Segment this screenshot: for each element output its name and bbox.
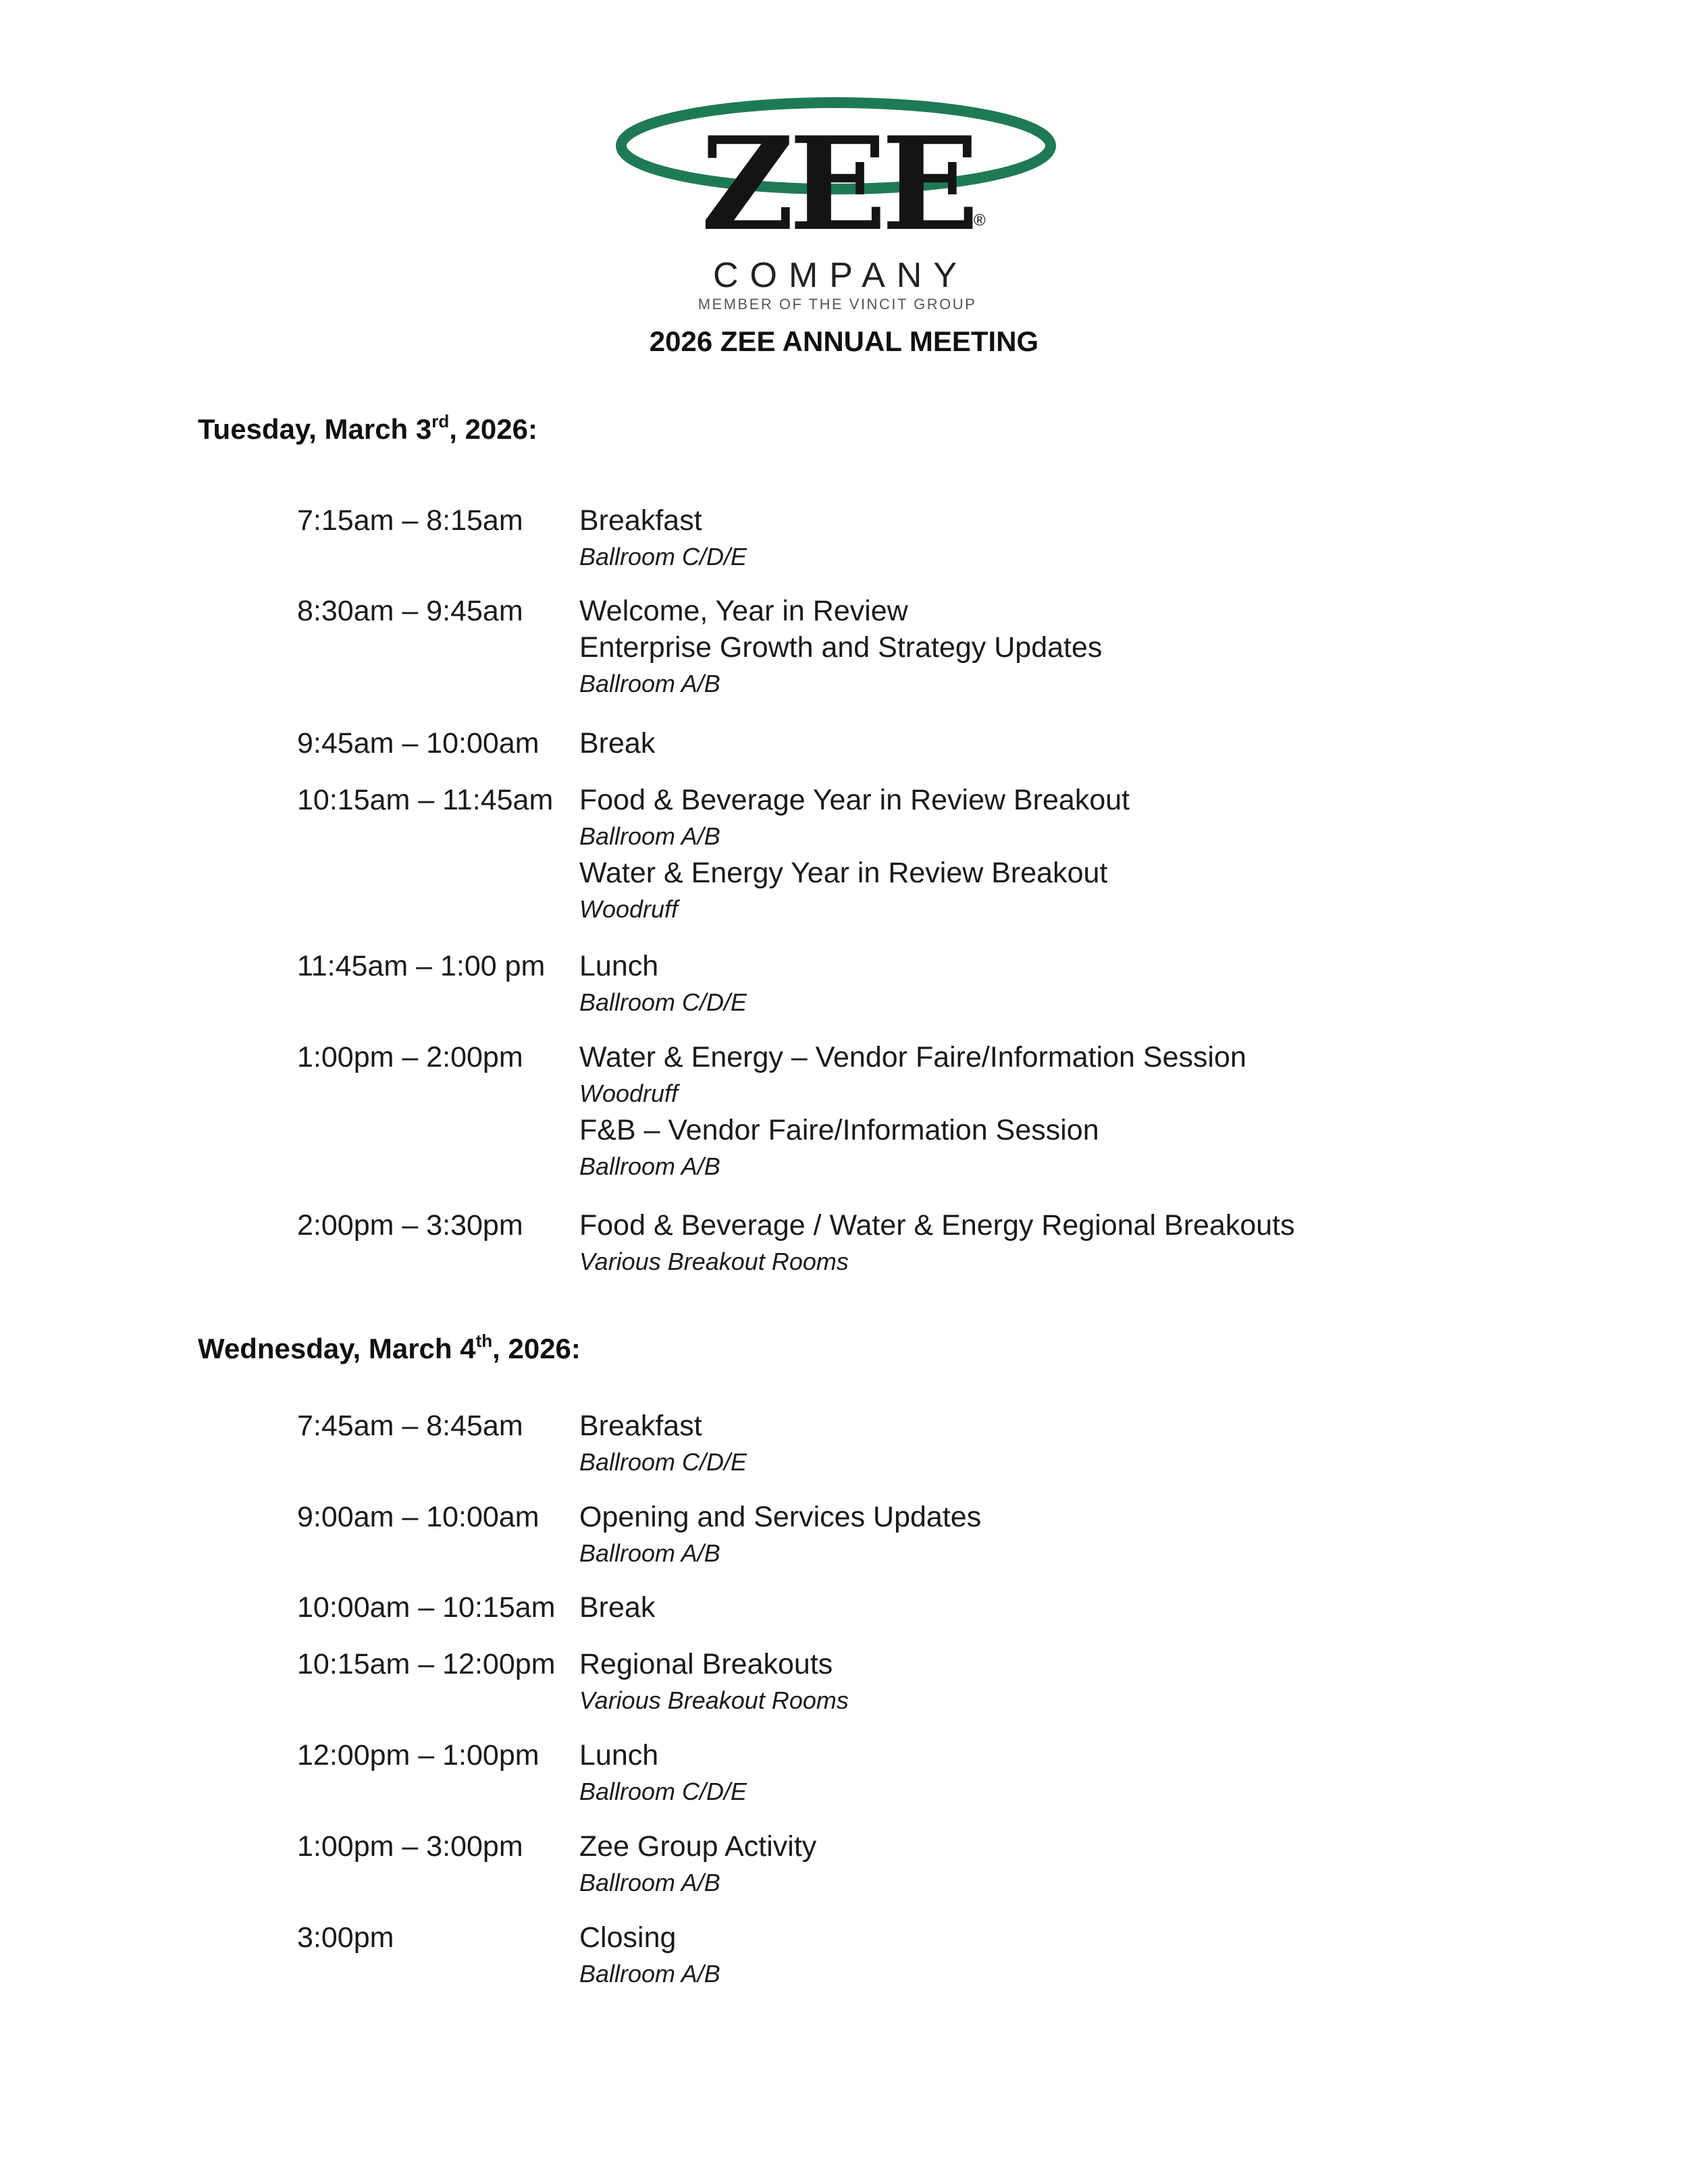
entry-details <box>579 502 747 575</box>
entry-location: Ballroom A/B <box>579 1960 720 1988</box>
entry-time: 1:00pm – 3:00pm <box>297 1830 523 1863</box>
entry-location: Woodruff <box>579 1080 679 1107</box>
entry-time: 9:00am – 10:00am <box>297 1501 539 1533</box>
entry-time: 12:00pm – 1:00pm <box>297 1739 539 1772</box>
day-heading <box>198 405 537 447</box>
entry-location: Ballroom A/B <box>579 1869 720 1896</box>
entry-time: 10:15am – 12:00pm <box>297 1648 556 1680</box>
entry-location: Ballroom A/B <box>579 822 720 850</box>
entry-event: Lunch <box>579 950 659 982</box>
entry-details <box>579 1039 1246 1185</box>
entry-event: Water & Energy – Vendor Faire/Information Session <box>579 1041 1246 1073</box>
entry-event: Welcome, Year in Review <box>579 595 908 627</box>
entry-event: Enterprise Growth and Strategy Updates <box>579 631 1103 664</box>
entry-event: Closing <box>579 1921 677 1954</box>
entry-location: Woodruff <box>579 895 679 923</box>
logo-registered-mark: ® <box>974 211 986 230</box>
entry-location: Ballroom C/D/E <box>579 543 747 570</box>
entry-details <box>579 1499 981 1572</box>
day-heading-suffix: th <box>475 1331 493 1351</box>
entry-details <box>579 1207 1295 1280</box>
entry-event: Breakfast <box>579 504 702 537</box>
entry-time: 1:00pm – 2:00pm <box>297 1041 523 1073</box>
entry-event: Break <box>579 1591 656 1624</box>
entry-time: 9:45am – 10:00am <box>297 727 539 760</box>
entry-event: F&B – Vendor Faire/Information Session <box>579 1114 1099 1146</box>
entry-details <box>579 782 1130 928</box>
day-heading <box>198 1325 581 1366</box>
entry-location: Ballroom C/D/E <box>579 1448 747 1476</box>
zee-company-logo <box>614 93 1060 313</box>
logo-company: COMPANY <box>712 256 969 295</box>
entry-event: Lunch <box>579 1739 659 1772</box>
entry-time: 11:45am – 1:00 pm <box>297 950 546 982</box>
page-title: 2026 ZEE ANNUAL MEETING <box>649 325 1039 357</box>
entry-details <box>579 1408 747 1481</box>
entry-event: Regional Breakouts <box>579 1648 833 1680</box>
day-heading-year: , 2026: <box>492 1333 581 1364</box>
entry-location: Ballroom C/D/E <box>579 988 747 1016</box>
entry-event: Zee Group Activity <box>579 1830 817 1863</box>
entry-time: 3:00pm <box>297 1921 394 1954</box>
entry-details <box>579 1589 655 1626</box>
entry-details <box>579 948 747 1021</box>
entry-details <box>579 725 655 762</box>
entry-event: Food & Beverage Year in Review Breakout <box>579 784 1130 816</box>
entry-event: Breakfast <box>579 1410 702 1442</box>
day-heading-name: Tuesday, March 3 <box>198 413 432 445</box>
day-heading-name: Wednesday, March 4 <box>198 1333 476 1364</box>
entry-location: Ballroom A/B <box>579 670 720 697</box>
entry-event: Opening and Services Updates <box>579 1501 982 1533</box>
entry-event: Food & Beverage / Water & Energy Regional Breakouts <box>579 1209 1295 1242</box>
entry-details <box>579 1828 816 1901</box>
entry-details <box>579 1919 720 1992</box>
entry-details <box>579 593 1102 702</box>
entry-time: 10:00am – 10:15am <box>297 1591 556 1624</box>
entry-location: Ballroom A/B <box>579 1152 720 1180</box>
logo-brand: ZEE <box>700 109 974 259</box>
entry-event: Break <box>579 727 656 760</box>
entry-event: Water & Energy Year in Review Breakout <box>579 857 1108 889</box>
entry-details <box>579 1646 849 1719</box>
entry-location: Various Breakout Rooms <box>579 1248 849 1275</box>
entry-time: 7:45am – 8:45am <box>297 1410 523 1442</box>
entry-time: 8:30am – 9:45am <box>297 595 523 627</box>
day-heading-year: , 2026: <box>449 413 537 445</box>
day-heading-suffix: rd <box>431 411 450 431</box>
entry-details <box>579 1737 747 1810</box>
entry-location: Various Breakout Rooms <box>579 1686 849 1714</box>
entry-time: 7:15am – 8:15am <box>297 504 523 537</box>
logo-tagline: MEMBER OF THE VINCIT GROUP <box>697 296 977 313</box>
entry-location: Ballroom A/B <box>579 1539 720 1567</box>
entry-location: Ballroom C/D/E <box>579 1778 747 1805</box>
entry-time: 10:15am – 11:45am <box>297 784 554 816</box>
entry-time: 2:00pm – 3:30pm <box>297 1209 523 1242</box>
